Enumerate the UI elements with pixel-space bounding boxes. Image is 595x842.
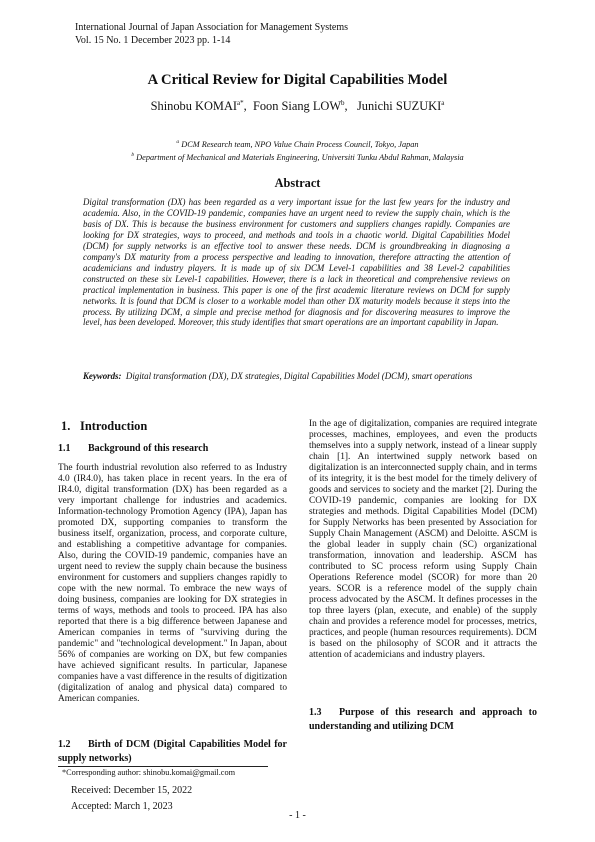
author-name: Foon Siang LOW bbox=[252, 99, 342, 114]
keywords-label: Keywords: bbox=[83, 371, 122, 381]
corresponding-author-footnote: *Corresponding author: shinobu.komai@gmail.com bbox=[62, 768, 236, 777]
affiliation-text: DCM Research team, NPO Value Chain Process Council, Tokyo, Japan bbox=[181, 139, 419, 149]
affiliation-mark: a bbox=[176, 139, 180, 145]
keywords bbox=[83, 371, 510, 382]
keywords-text: Digital transformation (DX), DX strategies, Digital Capabilities Model (DCM), smart operations bbox=[125, 371, 473, 381]
affiliation-text: Department of Mechanical and Materials Engineering, Universiti Tunku Abdul Rahman, Malaysia bbox=[136, 152, 464, 162]
subsection-title: Background of this research bbox=[88, 443, 209, 454]
author-affiliation-mark: a bbox=[441, 99, 445, 107]
subsection-heading bbox=[58, 738, 287, 765]
author-separator: , bbox=[344, 99, 357, 114]
affiliation-mark: b bbox=[131, 152, 135, 158]
subsection-number: 1.1 bbox=[58, 443, 71, 454]
section-heading bbox=[61, 419, 147, 434]
received-date: Received: December 15, 2022 bbox=[71, 785, 193, 796]
subsection-heading bbox=[309, 706, 537, 733]
accepted-date: Accepted: March 1, 2023 bbox=[71, 801, 173, 812]
section-number: 1. bbox=[61, 419, 71, 433]
body-paragraph: In the age of digitalization, companies are required integrate processes, machines, employees, and even the products themselves into a supply network, instead of a linear supply chain [1]. An intertwined supply network based on digitalization is an interconnected supply chain, and in terms of its integrity, it is the best model for the timely delivery of goods and services to society and the market [2]. During the COVID-19 pandemic, companies are looking for DX strategies and methods. Digital Capabilities Model (DCM) for Supply Networks has been presented by Association for Supply Chain Management (ASCM) and Deloitte. ASCM is the global leader in supply chain (SC) organizational transformation, innovation and leadership. ASCM has contributed to SC process reform using Supply Chain Operations Reference model (SCOR) for more than 20 years. SCOR is a reference model of the supply chain process advocated by the ASCM. It defines processes in the top three layers (plan, execute, and enable) of the supply chain and provides a reference model for processes, metrics, practices, and people (human resources requirements). DCM is based on the philosophy of SCOR and it attracts the attention of academicians and industry players. bbox=[309, 419, 537, 660]
author-affiliation-mark: b bbox=[341, 99, 345, 107]
author-list bbox=[0, 99, 595, 114]
journal-issue: Vol. 15 No. 1 December 2023 pp. 1-14 bbox=[75, 35, 231, 46]
author-affiliation-mark: a* bbox=[237, 99, 244, 107]
abstract-heading: Abstract bbox=[274, 176, 321, 190]
body-paragraph: The fourth industrial revolution also referred to as Industry 4.0 (IR4.0), has taken place in recent years. In the era of IR4.0, digital transformation (DX) has been regarded as a very important challenge for industries and academics. Information-technology Promotion Agency (IPA), Japan has promoted DX, supporting companies to transform the business itself, organization, process, and corporate culture, and establishing a competitive advantage for companies. Also, during the COVID-19 pandemic, companies have an urgent need to review the supply chain because the business environment for customers and suppliers changes rapidly to cope with the new normal. To embrace the new ways of doing business, companies are looking for DX strategies in terms of ways, methods and tools to proceed. IPA has also reported that there is a big difference between Japanese and American companies in terms of "surviving during the pandemic" and "technological development." In Japan, about 56% of companies are working on DX, but few companies have achieved significant results. In particular, Japanese companies have a vast difference in the results of digitization (digitalization of analog and physical data) compared to American companies. bbox=[58, 463, 287, 704]
author-separator: , bbox=[243, 99, 253, 114]
affiliation bbox=[0, 139, 595, 149]
page-number: - 1 - bbox=[289, 810, 306, 821]
author-name: Shinobu KOMAI bbox=[150, 99, 238, 114]
subsection-title: Birth of DCM (Digital Capabilities Model for supply networks) bbox=[58, 739, 287, 764]
subsection-heading bbox=[58, 442, 208, 456]
subsection-number: 1.3 bbox=[309, 707, 322, 718]
subsection-number: 1.2 bbox=[58, 739, 71, 750]
subsection-title: Purpose of this research and approach to understanding and utilizing DCM bbox=[309, 707, 537, 732]
section-title: Introduction bbox=[80, 419, 148, 433]
journal-name: International Journal of Japan Association for Management Systems bbox=[75, 22, 348, 33]
author-name: Junichi SUZUKI bbox=[356, 99, 442, 114]
abstract-body: Digital transformation (DX) has been regarded as a very important issue for the last few years for the industry and academia. Also, in the COVID-19 pandemic, companies have an urgent need to review the supply chain, which is the basis of DX. This is because the business environment for customers and suppliers changes rapidly. Companies are looking for DX strategies, ways to proceed, and methods and tools in a chaotic world. Digital Capabilities Model (DCM) for supply networks is an effective tool to answer these needs. DCM is groundbreaking in diagnosing a company's DX maturity from a process perspective and leading to innovation, therefore attracting the attention of academicians and industry players. It is made up of six DCM Level-1 capabilities and 38 Level-2 capabilities constructed on these six Level-1 capabilities. However, there is a lack in theoretical and comprehensive reviews on practical implementation in business. This paper is one of the first academic literature reviews on DCM for supply networks. It is found that DCM is closer to a workable model than other DX maturity models because it steps into the process. By utilizing DCM, a simple and precise method for diagnosis and for discovering measures to improve the level, has been developed. Moreover, this study identifies that smart operations are an important capability in Japan. bbox=[83, 197, 510, 328]
footnote-divider bbox=[58, 766, 268, 767]
paper-title: A Critical Review for Digital Capabilities Model bbox=[147, 72, 448, 88]
affiliation bbox=[0, 152, 595, 162]
